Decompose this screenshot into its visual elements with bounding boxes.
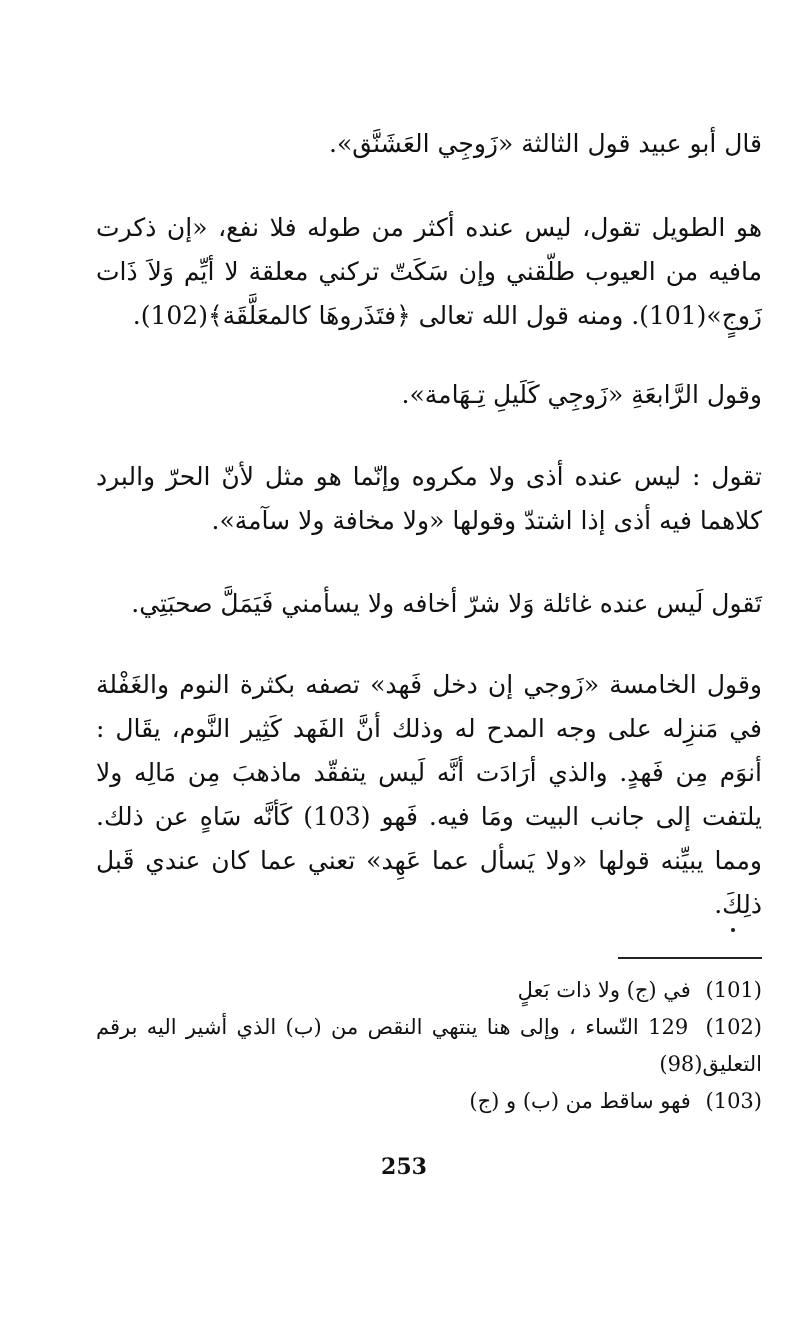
footnote-text: في (ج) ولا ذات بَعلٍ [517, 978, 691, 1002]
footnote-item [96, 972, 762, 1009]
footnotes [96, 972, 762, 1120]
paragraph-third-wife: قال أبو عبيد قول الثالثة «زَوجِي العَشَنَّق». [329, 129, 762, 158]
paragraph-fourth-continuation: تَقول لَيس عنده غائلة وَلا شرّ أخافه ولا يسأمني فَيَمَلَّ صحبَتِي. [131, 589, 762, 618]
footnote-text: فهو ساقط من (ب) و (ج) [469, 1089, 691, 1113]
footnote-number: (103) [705, 1089, 762, 1113]
paragraph-fourth-wife: وقول الرَّابعَةِ «زَوجِي كَلَيلِ تِـهَامة». [401, 380, 762, 409]
footnote-text: 129 النّساء ، وإلى هنا ينتهي النقص من (ب) الذي أشير اليه برقم التعليق(98) [96, 1015, 762, 1076]
paragraph-fourth-explanation: تقول : ليس عنده أذى ولا مكروه وإنّما هو مثل لأنّ الحرّ والبرد كلاهما فيه أذى إذا اشتدّ وقولها «ولا مخافة ولا سآمة». [96, 462, 762, 535]
paragraph-fifth-wife: وقول الخامسة «زَوجي إن دخل فَهد» تصفه بكثرة النوم والغَفْلة في مَنزِله على وجه المدح له وذلك أنَّ الفَهد كَثِير النَّوم، يقَال : أنوَم مِن فَهدٍ. والذي أرَادَت أنَّه لَيس يتفقّد ماذهبَ مِن مَالِه ولا يلتفت إلى جانب البيت ومَا فيه. فَهو (103) كَأنَّه سَاهٍ عن ذلك. ومما يبيِّنه قولها «ولا يَسأل عما عَهِد» تعني عما كان عندي قَبل ذلِكَ. [96, 670, 762, 919]
footnote-number: (101) [705, 978, 762, 1002]
page-number: 253 [381, 1154, 427, 1180]
footnote-separator [618, 957, 762, 959]
footnote-item [96, 1083, 762, 1120]
paragraph-third-explanation: هو الطويل تقول، ليس عنده أكثر من طوله فلا نفع، «إن ذكرت مافيه من العيوب طلّقني وإن سَكَتّ تركني معلقة لا أيِّم وَلاَ ذَات زَوجٍ»(101). ومنه قول الله تعالى ﴿فتَذَروهَا كالمعَلَّقَة﴾(102). [96, 213, 762, 330]
footnote-number: (102) [705, 1015, 762, 1039]
dot-mark [731, 928, 735, 932]
footnote-item [96, 1009, 762, 1083]
